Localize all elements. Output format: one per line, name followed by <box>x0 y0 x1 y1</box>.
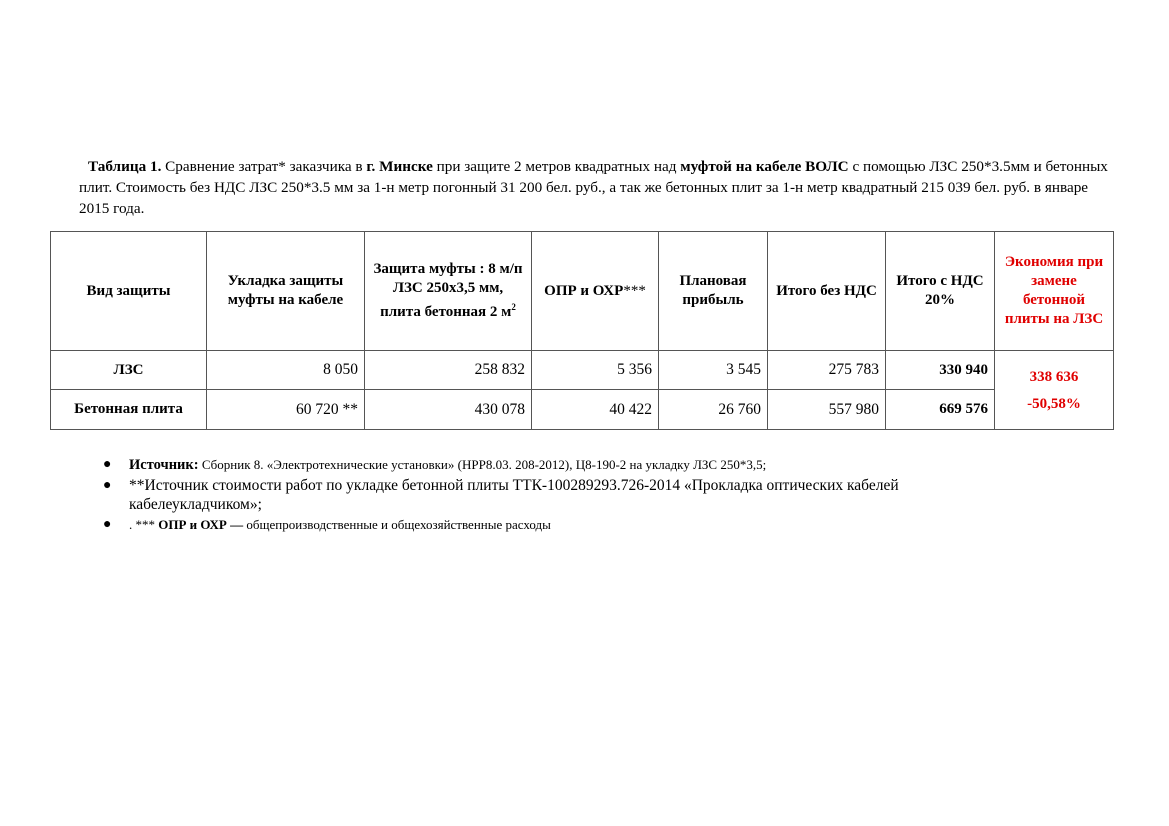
table-header-row <box>51 232 1114 351</box>
note-opr-definition <box>103 515 1003 535</box>
table-caption <box>79 156 1119 219</box>
cell-total-no-vat: 275 783 <box>768 351 886 390</box>
cell-opr: 40 422 <box>532 390 659 430</box>
savings-percent: -50,58% <box>1027 396 1081 412</box>
cell-protection: 258 832 <box>365 351 532 390</box>
note-source-text: Сборник 8. «Электротехнические установки» (НРР8.03. 208-2012), Ц8-190-2 на укладку ЛЗС 250*3,5; <box>198 457 767 472</box>
caption-text-1: Сравнение затрат* заказчика в <box>161 158 367 175</box>
header-laying: Укладка защиты муфты на кабеле <box>207 232 365 351</box>
bullet-icon: ● <box>103 478 112 493</box>
cost-comparison-table <box>50 231 1114 430</box>
header-protection-sup: 2 <box>511 302 516 312</box>
cell-laying: 8 050 <box>207 351 365 390</box>
note-concrete-text: **Источник стоимости работ по укладке бетонной плиты ТТК-100289293.726-2014 «Прокладка оптических кабелей кабелеукладчиком»; <box>129 477 899 513</box>
cell-laying: 60 720 ** <box>207 390 365 430</box>
cell-total-vat: 330 940 <box>886 351 995 390</box>
caption-text-3: с помощью ЛЗС 250*3.5мм и бетонных плит. Стоимость без НДС ЛЗС 250*3.5 мм за 1-н метр погонный 31 200 бел. руб., а так же бетонных плит за 1-н метр квадратный 215 039 бел. руб. в январе 2015 года. <box>79 158 1108 217</box>
header-total-no-vat: Итого без НДС <box>768 232 886 351</box>
table-row <box>51 390 1114 430</box>
savings-value: 338 636 <box>1029 369 1079 385</box>
caption-text-2: при защите 2 метров квадратных над <box>432 158 681 175</box>
note-source-label: Источник: <box>129 457 199 473</box>
header-protection-text: Защита муфты : 8 м/п ЛЗС 250х3,5 мм, плита бетонная 2 м <box>373 261 523 320</box>
caption-city: г. Минске <box>366 158 433 175</box>
note-opr-label: ОПР и ОХР — <box>158 517 244 532</box>
cell-savings <box>995 351 1114 430</box>
note-source <box>103 455 1003 475</box>
bullet-icon: ● <box>103 457 112 472</box>
cell-total-vat: 669 576 <box>886 390 995 430</box>
header-protection-type: Вид защиты <box>51 232 207 351</box>
header-protection <box>365 232 532 351</box>
header-profit: Плановая прибыль <box>659 232 768 351</box>
header-opr-text: ОПР и ОХР <box>544 282 624 299</box>
cell-profit: 3 545 <box>659 351 768 390</box>
cell-protection: 430 078 <box>365 390 532 430</box>
notes-list <box>103 455 1003 536</box>
header-opr-stars: *** <box>623 282 646 299</box>
row-label: ЛЗС <box>51 351 207 390</box>
cell-opr: 5 356 <box>532 351 659 390</box>
cell-total-no-vat: 557 980 <box>768 390 886 430</box>
bullet-icon: ● <box>103 517 112 532</box>
header-opr <box>532 232 659 351</box>
cell-profit: 26 760 <box>659 390 768 430</box>
caption-table-number: Таблица 1. <box>88 158 162 175</box>
note-concrete-source <box>103 476 1003 514</box>
caption-object: муфтой на кабеле ВОЛС <box>680 158 849 175</box>
note-opr-prefix: . *** <box>129 517 159 532</box>
table-row <box>51 351 1114 390</box>
note-opr-text: общепроизводственные и общехозяйственные расходы <box>243 517 551 532</box>
header-total-vat: Итого с НДС 20% <box>886 232 995 351</box>
header-savings: Экономия при замене бетонной плиты на ЛЗС <box>995 232 1114 351</box>
row-label: Бетонная плита <box>51 390 207 430</box>
